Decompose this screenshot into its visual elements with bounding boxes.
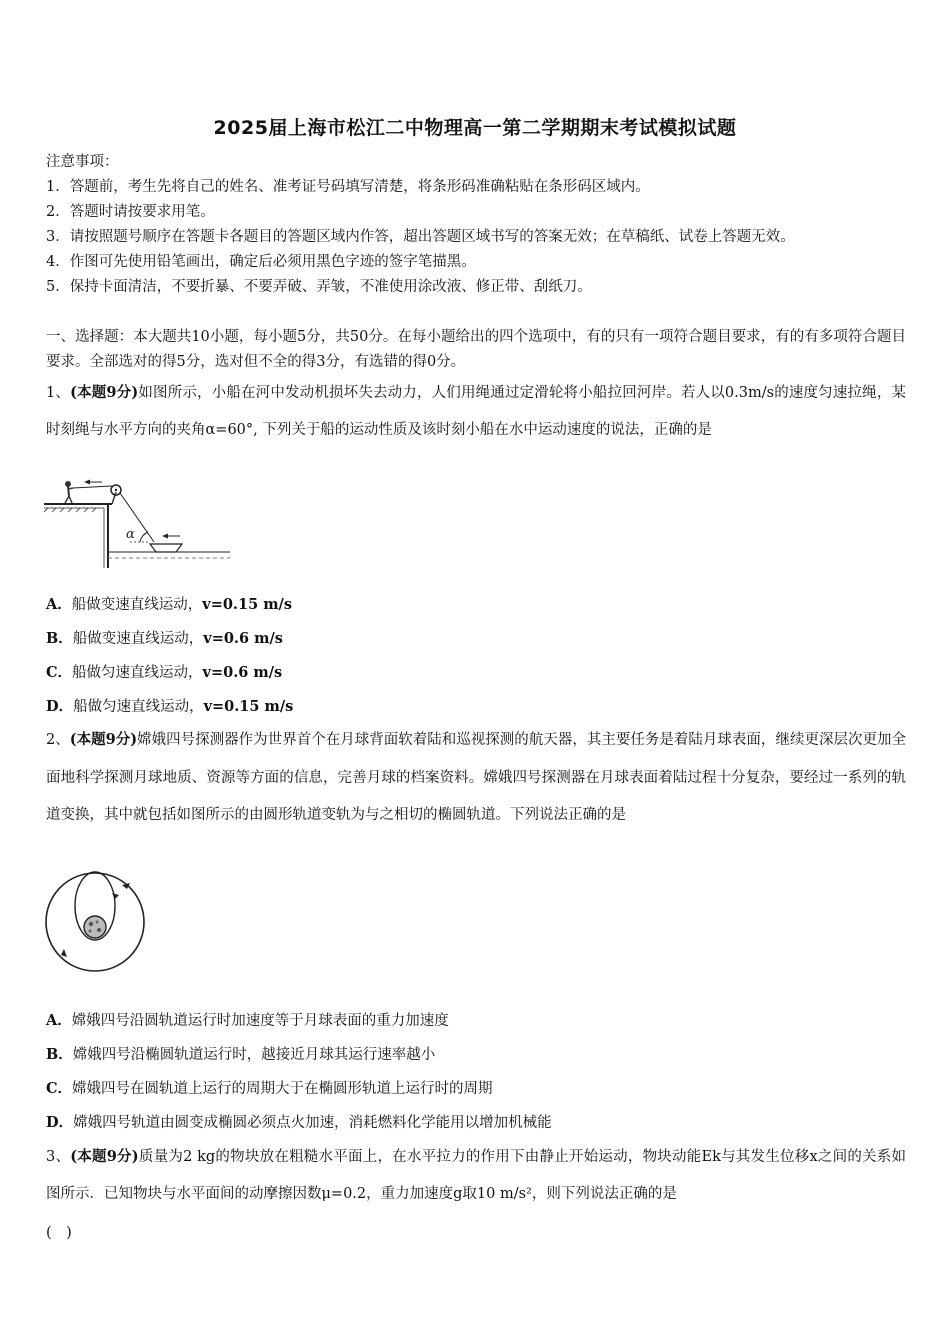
question-2-stem (46, 721, 906, 835)
question-3-stem (46, 1138, 906, 1213)
notice-item: 2．答题时请按要求用笔。 (46, 204, 215, 220)
boat-pulley-figure (44, 476, 230, 570)
question-2-option-d[interactable]: D．嫦娥四号轨道由圆变成椭圆必须点火加速，消耗燃料化学能用以增加机械能 (46, 1114, 552, 1131)
question-1-option-d[interactable]: D．船做匀速直线运动，v=0.15 m/s (46, 698, 294, 715)
notice-item: 4．作图可先使用铅笔画出，确定后必须用黑色字迹的签字笔描黑。 (46, 254, 476, 270)
question-2-option-b[interactable]: B．嫦娥四号沿椭圆轨道运行时，越接近月球其运行速率越小 (46, 1046, 436, 1063)
question-1-stem (46, 374, 906, 449)
notice-item: 1．答题前，考生先将自己的姓名、准考证号码填写清楚，将条形码准确粘贴在条形码区域内。 (46, 179, 650, 195)
question-1-number: 1、 (46, 385, 71, 401)
angle-label: α (126, 527, 135, 542)
question-1-score: (本题9分) (70, 384, 139, 401)
page-title: 2025届上海市松江二中物理高一第二学期期末考试模拟试题 (213, 117, 737, 139)
question-2-score: (本题9分) (69, 731, 138, 748)
notice-item: 5．保持卡面清洁，不要折暴、不要弄破、弄皱，不准使用涂改液、修正带、刮纸刀。 (46, 279, 592, 295)
section-intro: 一、选择题：本大题共10小题，每小题5分，共50分。在每小题给出的四个选项中，有的只有一项符合题目要求，有的有多项符合题目要求。全部选对的得5分，选对但不全的得3分，有选错的得0分。 (46, 329, 906, 370)
question-3-text: 质量为2 kg的物块放在粗糙水平面上，在水平拉力的作用下由静止开始运动，物块动能Ek与其发生位移x之间的关系如图所示．已知物块与水平面间的动摩擦因数μ=0.2，重力加速度g取10 m/s²，则下列说法正确的是 (46, 1149, 907, 1202)
question-2-option-c[interactable]: C．嫦娥四号在圆轨道上运行的周期大于在椭圆形轨道上运行时的周期 (46, 1080, 493, 1097)
notice-heading: 注意事项： (46, 154, 119, 170)
question-3-number: 3、 (46, 1149, 71, 1165)
question-2-number: 2、 (46, 732, 70, 748)
notice-item: 3．请按照题号顺序在答题卡各题目的答题区域内作答，超出答题区域书写的答案无效；在草稿纸、试卷上答题无效。 (46, 229, 795, 245)
person-icon (65, 482, 73, 504)
question-1-option-c[interactable]: C．船做匀速直线运动，v=0.6 m/s (46, 664, 283, 681)
orbit-figure (44, 869, 148, 975)
question-1-option-b[interactable]: B．船做变速直线运动，v=0.6 m/s (46, 630, 283, 647)
question-1-text: 如图所示，小船在河中发动机损坏失去动力，人们用绳通过定滑轮将小船拉回河岸。若人以0.3m/s的速度匀速拉绳，某时刻绳与水平方向的夹角α=60°, 下列关于船的运动性质及该时刻小船在水中运动速度的说法，正确的是 (46, 385, 907, 438)
boat-icon (150, 544, 182, 552)
question-3-answer-blank[interactable]: ( ) (46, 1225, 72, 1241)
question-1-option-a[interactable]: A．船做变速直线运动，v=0.15 m/s (46, 596, 293, 613)
question-2-option-a[interactable]: A．嫦娥四号沿圆轨道运行时加速度等于月球表面的重力加速度 (46, 1012, 449, 1029)
question-2-text: 嫦娥四号探测器作为世界首个在月球背面软着陆和巡视探测的航天器，其主要任务是着陆月球表面，继续更深层次更加全面地科学探测月球地质、资源等方面的信息，完善月球的档案资料。嫦娥四号探测器在月球表面着陆过程十分复杂，要经过一系列的轨道变换，其中就包括如图所示的由圆形轨道变轨为与之相切的椭圆轨道。下列说法正确的是 (46, 732, 907, 823)
moon-icon (84, 916, 106, 938)
question-3-score: (本题9分) (70, 1148, 139, 1165)
